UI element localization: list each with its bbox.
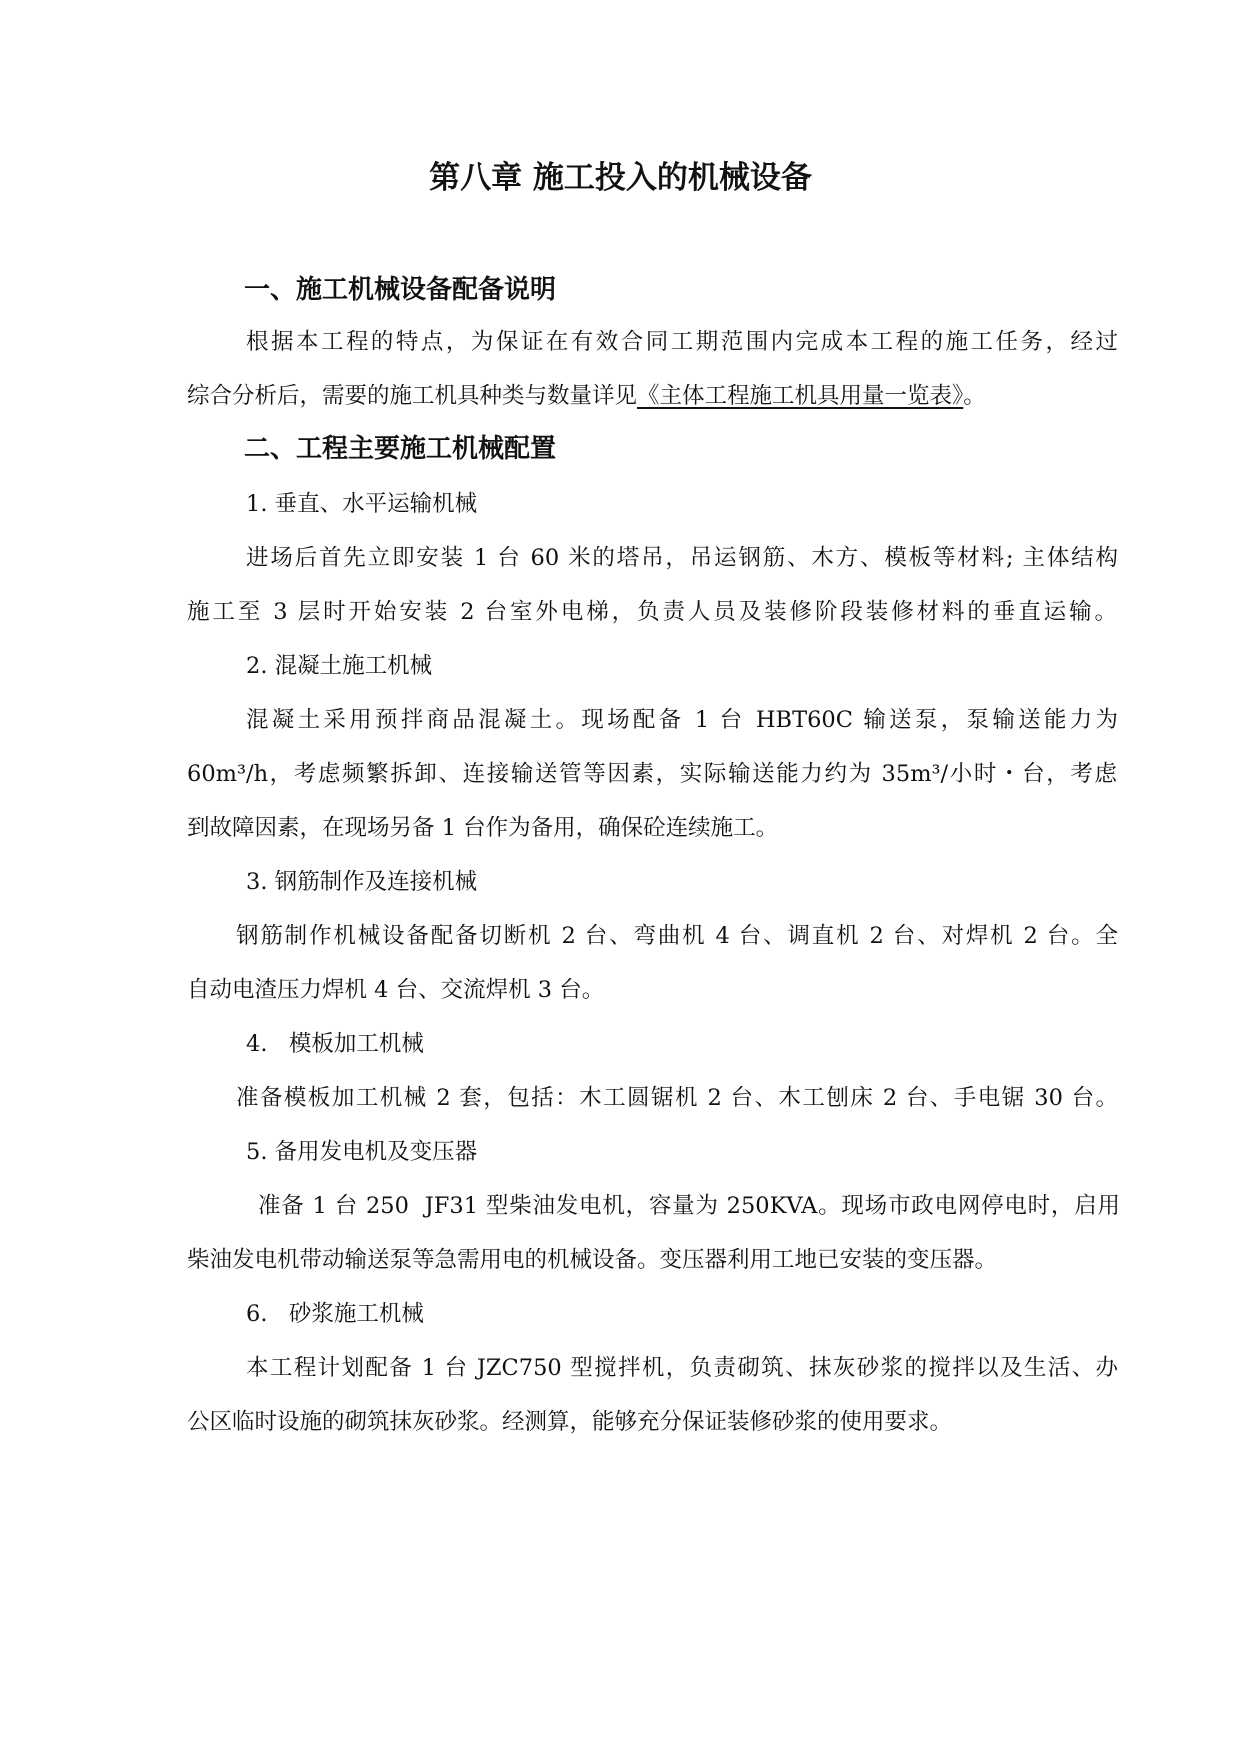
- subsection-title: 5. 备用发电机及变压器: [246, 1139, 478, 1165]
- section-heading-1: 一、施工机械设备配备说明: [244, 275, 557, 305]
- paragraph-line: [187, 380, 986, 412]
- paragraph-line: 进场后首先立即安装 1 台 60 米的塔吊，吊运钢筋、木方、模板等材料; 主体结构: [246, 545, 1118, 571]
- paragraph-text: 综合分析后，需要的施工机具种类与数量详见: [187, 383, 638, 409]
- paragraph-line: 本工程计划配备 1 台 JZC750 型搅拌机，负责砌筑、抹灰砂浆的搅拌以及生活、办: [246, 1355, 1118, 1381]
- paragraph-line: 钢筋制作机械设备配备切断机 2 台、弯曲机 4 台、调直机 2 台、对焊机 2 台。全: [236, 923, 1118, 949]
- paragraph-line: 混凝土采用预拌商品混凝土。现场配备 1 台 HBT60C 输送泵，泵输送能力为: [246, 707, 1118, 733]
- paragraph-text: 。: [963, 383, 986, 409]
- paragraph-line: 到故障因素，在现场另备 1 台作为备用，确保砼连续施工。: [187, 815, 779, 841]
- subsection-title: 3. 钢筋制作及连接机械: [246, 869, 478, 895]
- paragraph-line: 施工至 3 层时开始安装 2 台室外电梯，负责人员及装修阶段装修材料的垂直运输。: [187, 599, 1117, 625]
- chapter-title: 第八章 施工投入的机械设备: [429, 160, 812, 196]
- subsection-title: 2. 混凝土施工机械: [246, 653, 433, 679]
- paragraph-line: 公区临时设施的砌筑抹灰砂浆。经测算，能够充分保证装修砂浆的使用要求。: [187, 1409, 953, 1435]
- paragraph-line: 根据本工程的特点，为保证在有效合同工期范围内完成本工程的施工任务，经过: [246, 329, 1118, 355]
- paragraph-line: 准备 1 台 250 JF31 型柴油发电机，容量为 250KVA。现场市政电网停电时，启用: [258, 1193, 1120, 1219]
- paragraph-line: 自动电渣压力焊机 4 台、交流焊机 3 台。: [187, 977, 605, 1003]
- paragraph-line: 准备模板加工机械 2 套，包括：木工圆锯机 2 台、木工刨床 2 台、手电锯 30 台。: [236, 1085, 1118, 1111]
- paragraph-line: 柴油发电机带动输送泵等急需用电的机械设备。变压器利用工地已安装的变压器。: [187, 1247, 998, 1273]
- paragraph-line: 60m³/h，考虑频繁拆卸、连接输送管等因素，实际输送能力约为 35m³/小时・台，考虑: [187, 761, 1117, 787]
- subsection-title: 6. 砂浆施工机械: [246, 1301, 424, 1327]
- equipment-list-reference-link[interactable]: 《主体工程施工机具用量一览表》: [637, 383, 964, 409]
- subsection-title: 1. 垂直、水平运输机械: [246, 491, 478, 517]
- subsection-title: 4. 模板加工机械: [246, 1031, 424, 1057]
- section-heading-2: 二、工程主要施工机械配置: [244, 434, 557, 464]
